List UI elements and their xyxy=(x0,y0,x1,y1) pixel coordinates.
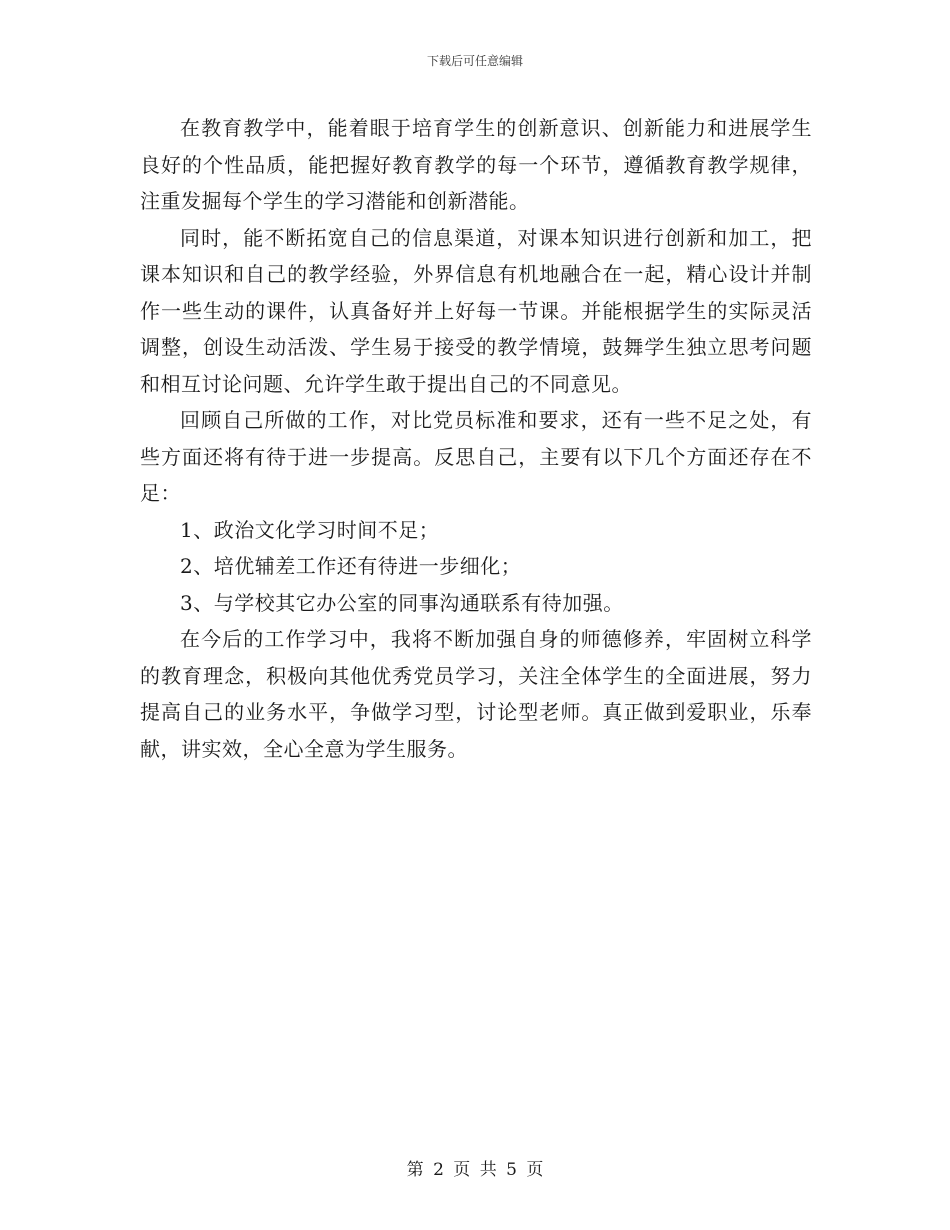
paragraph-future-plans: 在今后的工作学习中，我将不断加强自身的师德修养，牢固树立科学的教育理念，积极向其他优秀党员学习，关注全体学生的全面进展，努力提高自己的业务水平，争做学习型，讨论型老师。真正做到爱职业，乐奉献，讲实效，全心全意为学生服务。 xyxy=(140,627,812,761)
paragraph-information-channels: 同时，能不断拓宽自己的信息渠道，对课本知识进行创新和加工，把课本知识和自己的教学经验，外界信息有机地融合在一起，精心设计并制作一些生动的课件，认真备好并上好每一节课。并能根据学生的实际灵活调整，创设生动活泼、学生易于接受的教学情境，鼓舞学生独立思考问题和相互讨论问题、允许学生敢于提出自己的不同意见。 xyxy=(140,225,812,396)
list-item-shortcoming-1: 1、政治文化学习时间不足； xyxy=(180,517,440,542)
list-item-shortcoming-2: 2、培优辅差工作还有待进一步细化； xyxy=(180,554,522,578)
paragraph-teaching-focus: 在教育教学中，能着眼于培育学生的创新意识、创新能力和进展学生良好的个性品质，能把握好教育教学的每一个环节，遵循教育教学规律，注重发掘每个学生的学习潜能和创新潜能。 xyxy=(140,116,812,213)
paragraph-shortcomings-intro: 回顾自己所做的工作，对比党员标准和要求，还有一些不足之处，有些方面还将有待于进一步提高。反思自己，主要有以下几个方面还存在不足： xyxy=(140,408,812,505)
document-body xyxy=(140,110,812,767)
page-number: 第 2 页 共 5 页 xyxy=(406,1160,544,1180)
page-header: 下载后可任意编辑 xyxy=(426,54,523,68)
list-item-shortcoming-3: 3、与学校其它办公室的同事沟通联系有待加强。 xyxy=(180,590,624,615)
